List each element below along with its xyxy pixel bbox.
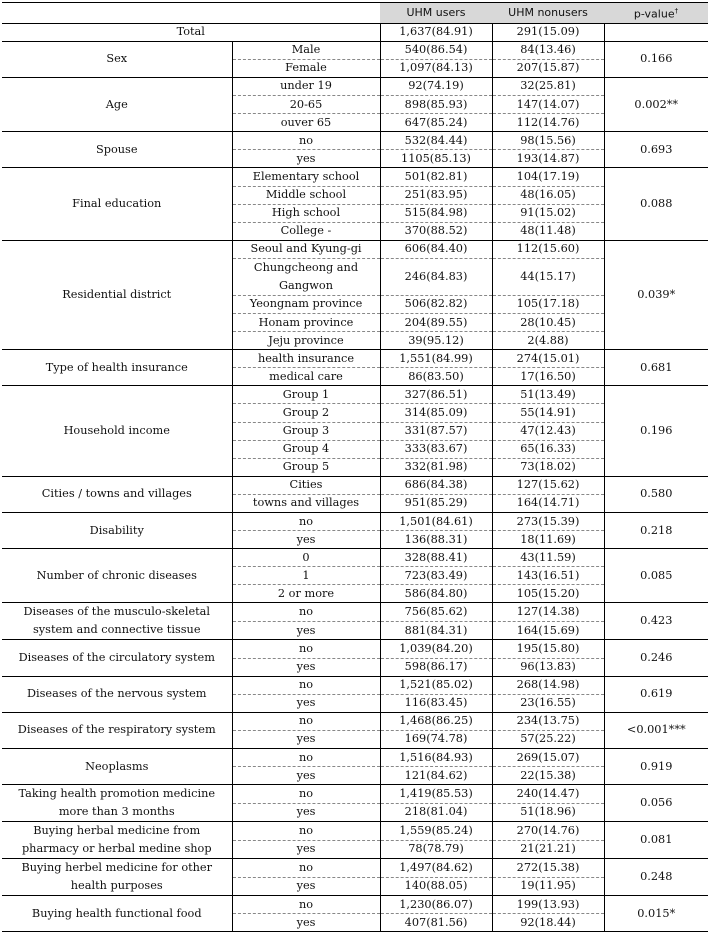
users-value: 1,497(84.62) [380, 859, 492, 878]
subcategory-label: ouver 65 [232, 114, 380, 132]
nonusers-value: 112(15.60) [492, 240, 604, 258]
subcategory-label: 1 [232, 567, 380, 585]
p-value: <0.001*** [604, 712, 708, 748]
nonusers-value: 112(14.76) [492, 114, 604, 132]
nonusers-value: 270(14.76) [492, 822, 604, 841]
p-value: 0.081 [604, 822, 708, 859]
nonusers-value: 17(16.50) [492, 368, 604, 386]
nonusers-value: 65(16.33) [492, 440, 604, 458]
header-pvalue [604, 3, 708, 24]
users-value: 169(74.78) [380, 730, 492, 748]
subcategory-label: no [232, 896, 380, 914]
category-label: Diseases of the circulatory system [2, 640, 232, 676]
users-value: 121(84.62) [380, 767, 492, 785]
users-value: 331(87.57) [380, 422, 492, 440]
table-row [2, 785, 708, 804]
table-row [2, 513, 708, 531]
users-value: 1,468(86.25) [380, 712, 492, 730]
total-row [2, 23, 708, 41]
nonusers-value: 23(16.55) [492, 694, 604, 712]
users-value: 532(84.44) [380, 132, 492, 150]
p-value: 0.088 [604, 168, 708, 240]
table-row [2, 41, 708, 59]
subcategory-label: yes [232, 694, 380, 712]
p-value: 0.681 [604, 350, 708, 386]
nonusers-value: 199(13.93) [492, 896, 604, 914]
category-label: Final education [2, 168, 232, 240]
nonusers-value: 19(11.95) [492, 877, 604, 896]
p-value: 0.919 [604, 749, 708, 785]
subcategory-label: no [232, 785, 380, 804]
nonusers-value: 51(13.49) [492, 386, 604, 404]
nonusers-value: 234(13.75) [492, 712, 604, 730]
subcategory-label: College - [232, 222, 380, 240]
category-label: Neoplasms [2, 749, 232, 785]
subcategory-label: Cities [232, 476, 380, 494]
nonusers-value: 44(15.17) [492, 258, 604, 295]
nonusers-value: 164(15.69) [492, 621, 604, 640]
subcategory-label: no [232, 603, 380, 622]
nonusers-value: 43(11.59) [492, 549, 604, 567]
users-value: 951(85.29) [380, 494, 492, 512]
nonusers-value: 73(18.02) [492, 458, 604, 476]
users-value: 251(83.95) [380, 186, 492, 204]
subcategory-label: no [232, 859, 380, 878]
nonusers-value: 21(21.21) [492, 840, 604, 859]
users-value: 647(85.24) [380, 114, 492, 132]
p-value: 0.166 [604, 41, 708, 77]
users-value: 506(82.82) [380, 295, 492, 313]
users-value: 370(88.52) [380, 222, 492, 240]
users-value: 246(84.83) [380, 258, 492, 295]
p-value: 0.580 [604, 476, 708, 512]
nonusers-value: 105(17.18) [492, 295, 604, 313]
users-value: 204(89.55) [380, 313, 492, 331]
subcategory-label: Jeju province [232, 332, 380, 350]
total-users: 1,637(84.91) [380, 23, 492, 41]
table-row [2, 822, 708, 841]
table-row [2, 168, 708, 186]
users-value: 92(74.19) [380, 77, 492, 95]
users-value: 515(84.98) [380, 204, 492, 222]
users-value: 332(81.98) [380, 458, 492, 476]
nonusers-value: 91(15.02) [492, 204, 604, 222]
dagger-mark: † [674, 7, 679, 15]
users-value: 686(84.38) [380, 476, 492, 494]
table-row [2, 549, 708, 567]
p-value: 0.015* [604, 896, 708, 932]
nonusers-value: 240(14.47) [492, 785, 604, 804]
p-value: 0.619 [604, 676, 708, 712]
table-row [2, 749, 708, 767]
p-value: 0.218 [604, 513, 708, 549]
table-body [2, 23, 708, 932]
header-row [2, 3, 708, 24]
users-value: 136(88.31) [380, 531, 492, 549]
table-row [2, 603, 708, 622]
subcategory-label: 0 [232, 549, 380, 567]
nonusers-value: 269(15.07) [492, 749, 604, 767]
nonusers-value: 48(16.05) [492, 186, 604, 204]
nonusers-value: 127(15.62) [492, 476, 604, 494]
total-nonusers: 291(15.09) [492, 23, 604, 41]
category-label: Age [2, 77, 232, 131]
users-value: 1,501(84.61) [380, 513, 492, 531]
category-label: Buying herbal medicine from pharmacy or herbal medine shop [2, 822, 232, 859]
header-blank-sub [232, 3, 380, 24]
subcategory-label: yes [232, 803, 380, 822]
subcategory-label: medical care [232, 368, 380, 386]
nonusers-value: 57(25.22) [492, 730, 604, 748]
subcategory-label: Female [232, 59, 380, 77]
category-label: Buying health functional food [2, 896, 232, 932]
subcategory-label: no [232, 640, 380, 658]
p-value: 0.423 [604, 603, 708, 640]
subcategory-label: yes [232, 531, 380, 549]
subcategory-label: Group 1 [232, 386, 380, 404]
table-row [2, 240, 708, 258]
users-value: 540(86.54) [380, 41, 492, 59]
table-row [2, 350, 708, 368]
subcategory-label: Group 5 [232, 458, 380, 476]
users-value: 78(78.79) [380, 840, 492, 859]
subcategory-label: health insurance [232, 350, 380, 368]
p-value: 0.248 [604, 859, 708, 896]
statistics-table [2, 2, 708, 932]
table-row [2, 859, 708, 878]
subcategory-label: yes [232, 621, 380, 640]
subcategory-label: no [232, 676, 380, 694]
category-label: Taking health promotion medicine more than 3 months [2, 785, 232, 822]
users-value: 1,521(85.02) [380, 676, 492, 694]
nonusers-value: 105(15.20) [492, 585, 604, 603]
p-value: 0.002** [604, 77, 708, 131]
users-value: 1,551(84.99) [380, 350, 492, 368]
users-value: 501(82.81) [380, 168, 492, 186]
table-row [2, 132, 708, 150]
subcategory-label: no [232, 132, 380, 150]
nonusers-value: 268(14.98) [492, 676, 604, 694]
users-value: 723(83.49) [380, 567, 492, 585]
users-value: 86(83.50) [380, 368, 492, 386]
total-label: Total [2, 23, 380, 41]
users-value: 1105(85.13) [380, 150, 492, 168]
users-value: 1,559(85.24) [380, 822, 492, 841]
nonusers-value: 22(15.38) [492, 767, 604, 785]
p-value: 0.246 [604, 640, 708, 676]
category-label: Household income [2, 386, 232, 476]
users-value: 327(86.51) [380, 386, 492, 404]
header-nonusers: UHM nonusers [492, 3, 604, 24]
subcategory-label: yes [232, 914, 380, 932]
nonusers-value: 96(13.83) [492, 658, 604, 676]
category-label: Disability [2, 513, 232, 549]
nonusers-value: 164(14.71) [492, 494, 604, 512]
category-label: Cities / towns and villages [2, 476, 232, 512]
users-value: 1,039(84.20) [380, 640, 492, 658]
subcategory-label: Group 2 [232, 404, 380, 422]
subcategory-label: no [232, 749, 380, 767]
subcategory-label: yes [232, 877, 380, 896]
header-users: UHM users [380, 3, 492, 24]
category-label: Diseases of the musculo-skeletal system and connective tissue [2, 603, 232, 640]
table-row [2, 386, 708, 404]
header-blank [2, 3, 232, 24]
subcategory-label: no [232, 513, 380, 531]
nonusers-value: 51(18.96) [492, 803, 604, 822]
total-pvalue [604, 23, 708, 41]
users-value: 314(85.09) [380, 404, 492, 422]
users-value: 218(81.04) [380, 803, 492, 822]
users-value: 1,419(85.53) [380, 785, 492, 804]
users-value: 756(85.62) [380, 603, 492, 622]
nonusers-value: 272(15.38) [492, 859, 604, 878]
category-label: Type of health insurance [2, 350, 232, 386]
p-value: 0.196 [604, 386, 708, 476]
users-value: 898(85.93) [380, 96, 492, 114]
p-value: 0.039* [604, 240, 708, 349]
users-value: 1,097(84.13) [380, 59, 492, 77]
category-label: Diseases of the respiratory system [2, 712, 232, 748]
users-value: 1,230(86.07) [380, 896, 492, 914]
nonusers-value: 195(15.80) [492, 640, 604, 658]
subcategory-label: no [232, 712, 380, 730]
users-value: 140(88.05) [380, 877, 492, 896]
subcategory-label: 2 or more [232, 585, 380, 603]
users-value: 598(86.17) [380, 658, 492, 676]
subcategory-label: Elementary school [232, 168, 380, 186]
subcategory-label: towns and villages [232, 494, 380, 512]
users-value: 606(84.40) [380, 240, 492, 258]
table-row [2, 712, 708, 730]
nonusers-value: 55(14.91) [492, 404, 604, 422]
nonusers-value: 2(4.88) [492, 332, 604, 350]
users-value: 328(88.41) [380, 549, 492, 567]
header-pvalue-label: p-value [633, 7, 675, 21]
nonusers-value: 207(15.87) [492, 59, 604, 77]
nonusers-value: 98(15.56) [492, 132, 604, 150]
table-row [2, 77, 708, 95]
subcategory-label: yes [232, 658, 380, 676]
subcategory-label: Chungcheong and Gangwon [232, 258, 380, 295]
table-row [2, 676, 708, 694]
subcategory-label: Middle school [232, 186, 380, 204]
subcategory-label: Yeongnam province [232, 295, 380, 313]
subcategory-label: Group 3 [232, 422, 380, 440]
users-value: 881(84.31) [380, 621, 492, 640]
users-value: 116(83.45) [380, 694, 492, 712]
nonusers-value: 84(13.46) [492, 41, 604, 59]
users-value: 333(83.67) [380, 440, 492, 458]
nonusers-value: 32(25.81) [492, 77, 604, 95]
subcategory-label: 20-65 [232, 96, 380, 114]
subcategory-label: Group 4 [232, 440, 380, 458]
p-value: 0.085 [604, 549, 708, 603]
nonusers-value: 273(15.39) [492, 513, 604, 531]
nonusers-value: 143(16.51) [492, 567, 604, 585]
table-row [2, 896, 708, 914]
category-label: Buying herbel medicine for other health purposes [2, 859, 232, 896]
nonusers-value: 193(14.87) [492, 150, 604, 168]
subcategory-label: under 19 [232, 77, 380, 95]
subcategory-label: Honam province [232, 313, 380, 331]
subcategory-label: yes [232, 840, 380, 859]
subcategory-label: High school [232, 204, 380, 222]
subcategory-label: no [232, 822, 380, 841]
users-value: 586(84.80) [380, 585, 492, 603]
subcategory-label: yes [232, 150, 380, 168]
category-label: Residential district [2, 240, 232, 349]
category-label: Number of chronic diseases [2, 549, 232, 603]
p-value: 0.056 [604, 785, 708, 822]
nonusers-value: 104(17.19) [492, 168, 604, 186]
nonusers-value: 18(11.69) [492, 531, 604, 549]
users-value: 39(95.12) [380, 332, 492, 350]
nonusers-value: 127(14.38) [492, 603, 604, 622]
subcategory-label: Male [232, 41, 380, 59]
subcategory-label: yes [232, 730, 380, 748]
subcategory-label: Seoul and Kyung-gi [232, 240, 380, 258]
nonusers-value: 274(15.01) [492, 350, 604, 368]
nonusers-value: 47(12.43) [492, 422, 604, 440]
category-label: Sex [2, 41, 232, 77]
table-row [2, 476, 708, 494]
table-row [2, 640, 708, 658]
subcategory-label: yes [232, 767, 380, 785]
nonusers-value: 48(11.48) [492, 222, 604, 240]
category-label: Spouse [2, 132, 232, 168]
nonusers-value: 147(14.07) [492, 96, 604, 114]
users-value: 407(81.56) [380, 914, 492, 932]
nonusers-value: 92(18.44) [492, 914, 604, 932]
p-value: 0.693 [604, 132, 708, 168]
category-label: Diseases of the nervous system [2, 676, 232, 712]
nonusers-value: 28(10.45) [492, 313, 604, 331]
users-value: 1,516(84.93) [380, 749, 492, 767]
